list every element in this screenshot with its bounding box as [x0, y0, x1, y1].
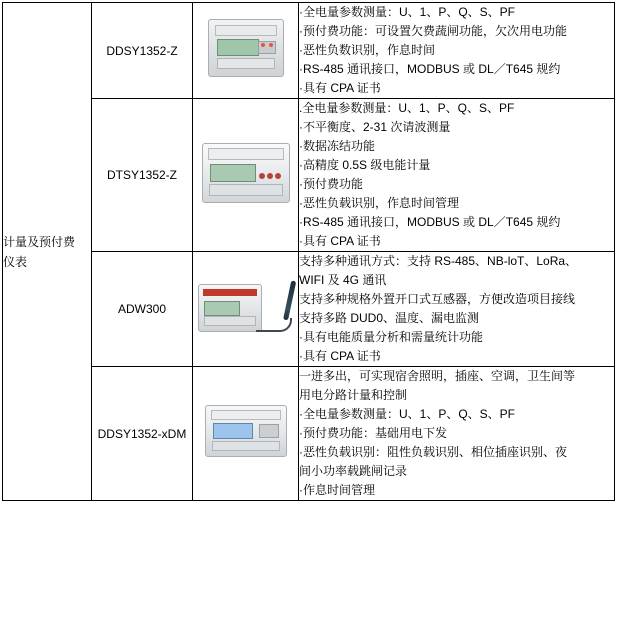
feature-line: 用电分路计量和控制	[299, 388, 408, 402]
product-image-cell	[193, 99, 299, 252]
feature-line: ·数据冻结功能	[299, 139, 375, 153]
feature-line: ·全电量参数测量：U、1、P、Q、S、PF	[299, 5, 516, 19]
table-row	[3, 367, 615, 501]
single-phase-prepaid-meter-image	[208, 19, 284, 77]
feature-line: ·具有电能质量分析和需量统计功能	[299, 330, 483, 344]
multi-loop-prepaid-meter-image	[205, 405, 287, 457]
model-name: ADW300	[92, 252, 193, 367]
product-spec-table	[2, 2, 615, 501]
model-name: DDSY1352-xDM	[92, 367, 193, 501]
feature-line: ·恶性负载识别：阻性负载识别、相位插座识别、夜	[299, 445, 567, 459]
feature-line: ·具有 CPA 证书	[299, 234, 381, 248]
feature-line: 支持多路 DUD0、温度、漏电监测	[299, 311, 480, 325]
feature-line: ·恶性负载识别，作息时间管理	[299, 196, 459, 210]
feature-line: ·作息时间管理	[299, 483, 375, 497]
feature-line: ·高精度 0.5S 级电能计量	[299, 158, 431, 172]
spec-sheet	[0, 2, 617, 632]
category-label-line2: 仪表	[3, 254, 28, 269]
feature-list	[299, 99, 615, 252]
feature-line: ·恶性负数识别，作息时间	[299, 43, 435, 57]
feature-line: 一进多出，可实现宿舍照明，插座、空调，卫生间等	[299, 369, 576, 383]
feature-line: .全电量参数测量：U、1、P、Q、S、PF	[299, 101, 515, 115]
category-cell	[3, 3, 92, 501]
feature-list	[299, 252, 615, 367]
feature-line: 支持多种规格外置开口式互感器，方便改造项目接线	[299, 292, 576, 306]
feature-line: ·具有 CPA 证书	[299, 81, 381, 95]
feature-line: WIFI 及 4G 通讯	[299, 273, 387, 287]
feature-line: ·预付费功能	[299, 177, 363, 191]
table-row	[3, 99, 615, 252]
product-image-cell	[193, 252, 299, 367]
feature-line: 间小功率载跳闸记录	[299, 464, 408, 478]
feature-line: ·RS-485 通讯接口，MODBUS 或 DL／T645 规约	[299, 215, 561, 229]
feature-line: ·具有 CPA 证书	[299, 349, 381, 363]
feature-line: ·预付费功能：可设置欠费蔬闸功能，欠次用电功能	[299, 24, 567, 38]
model-name: DTSY1352-Z	[92, 99, 193, 252]
feature-list	[299, 367, 615, 501]
feature-line: ·全电量参数测量：U、1、P、Q、S、PF	[299, 407, 516, 421]
feature-list	[299, 3, 615, 99]
table-row	[3, 3, 615, 99]
model-name: DDSY1352-Z	[92, 3, 193, 99]
wireless-meter-with-antenna-image	[198, 278, 294, 336]
table-row	[3, 252, 615, 367]
three-phase-prepaid-meter-image	[202, 143, 290, 203]
feature-line: 支持多种通讯方式：支持 RS-485、NB-loT、LoRa、	[299, 254, 578, 268]
product-image-cell	[193, 367, 299, 501]
category-label-line1: 计量及预付费	[3, 234, 76, 249]
feature-line: ·不平衡度、2-31 次请波测量	[299, 120, 451, 134]
feature-line: ·预付费功能：基础用电下发	[299, 426, 447, 440]
product-image-cell	[193, 3, 299, 99]
feature-line: ·RS-485 通讯接口，MODBUS 或 DL／T645 规约	[299, 62, 561, 76]
